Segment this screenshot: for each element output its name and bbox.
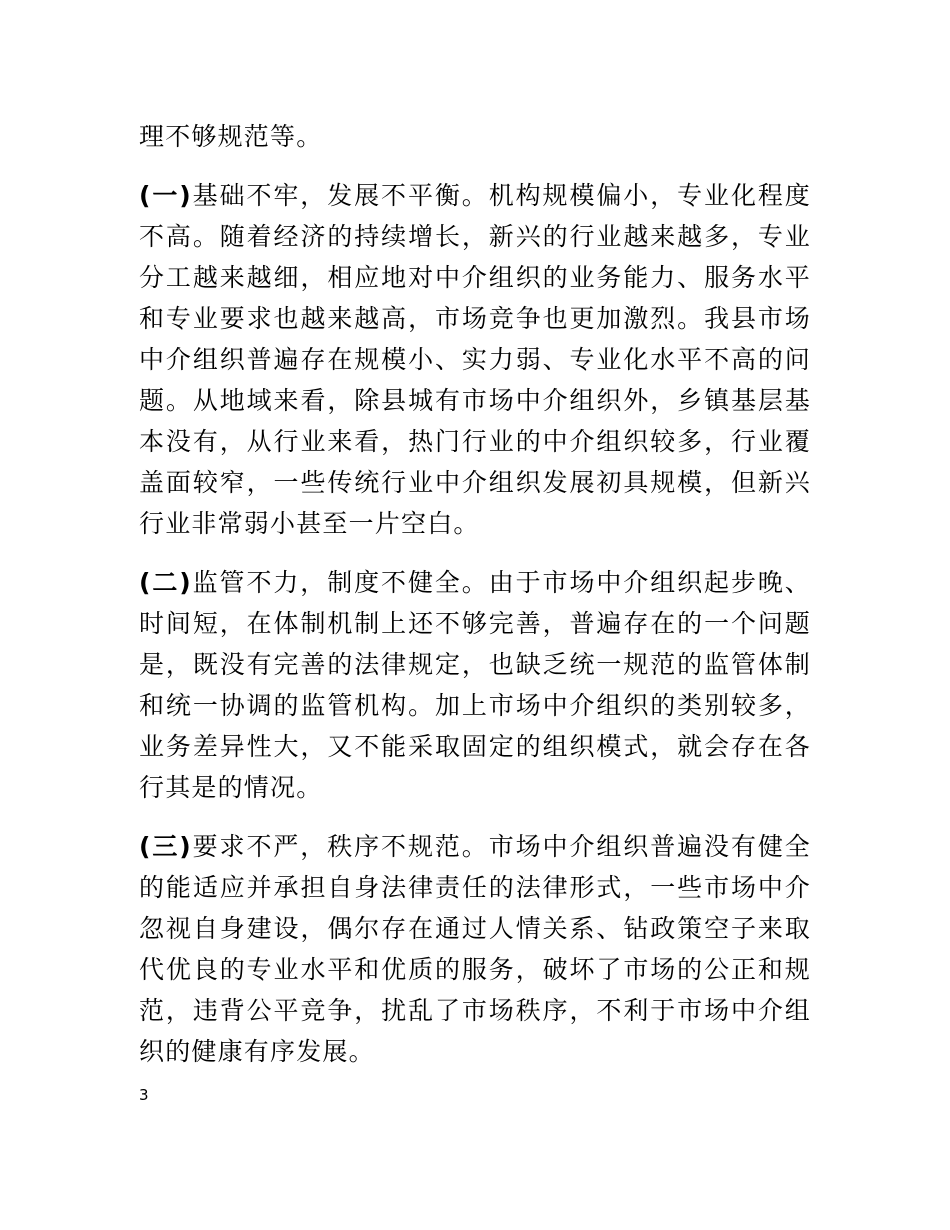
paragraph-continuation <box>139 116 811 157</box>
page-number: 3 <box>139 1086 149 1104</box>
paragraph-text: 监管不力，制度不健全。由于市场中介组织起步晚、时间短，在体制机制上还不够完善，普遍存在的一个问题是，既没有完善的法律规定，也缺乏统一规范的监管体制和统一协调的监管机构。加上市场中介组织的类别较多，业务差异性大，又不能采取固定的组织模式，就会存在各行其是的情况。 <box>139 568 811 802</box>
paragraph-section-3 <box>139 826 811 1072</box>
paragraph-text: 理不够规范等。 <box>139 122 323 151</box>
body-text <box>139 116 811 1090</box>
paragraph-section-2 <box>139 562 811 808</box>
section-marker: (三) <box>139 832 192 861</box>
paragraph-text: 要求不严，秩序不规范。市场中介组织普遍没有健全的能适应并承担自身法律责任的法律形式，一些市场中介忽视自身建设，偶尔存在通过人情关系、钻政策空子来取代优良的专业水平和优质的服务，破坏了市场的公正和规范，违背公平竞争，扰乱了市场秩序，不利于市场中介组织的健康有序发展。 <box>139 832 811 1066</box>
paragraph-section-1 <box>139 175 811 544</box>
section-marker: (二) <box>139 568 192 597</box>
section-marker: (一) <box>139 181 192 210</box>
paragraph-text: 基础不牢，发展不平衡。机构规模偏小，专业化程度不高。随着经济的持续增长，新兴的行业越来越多，专业分工越来越细，相应地对中介组织的业务能力、服务水平和专业要求也越来越高，市场竞争也更加激烈。我县市场中介组织普遍存在规模小、实力弱、专业化水平不高的问题。从地域来看，除县城有市场中介组织外，乡镇基层基本没有，从行业来看，热门行业的中介组织较多，行业覆盖面较窄，一些传统行业中介组织发展初具规模，但新兴行业非常弱小甚至一片空白。 <box>139 181 811 538</box>
